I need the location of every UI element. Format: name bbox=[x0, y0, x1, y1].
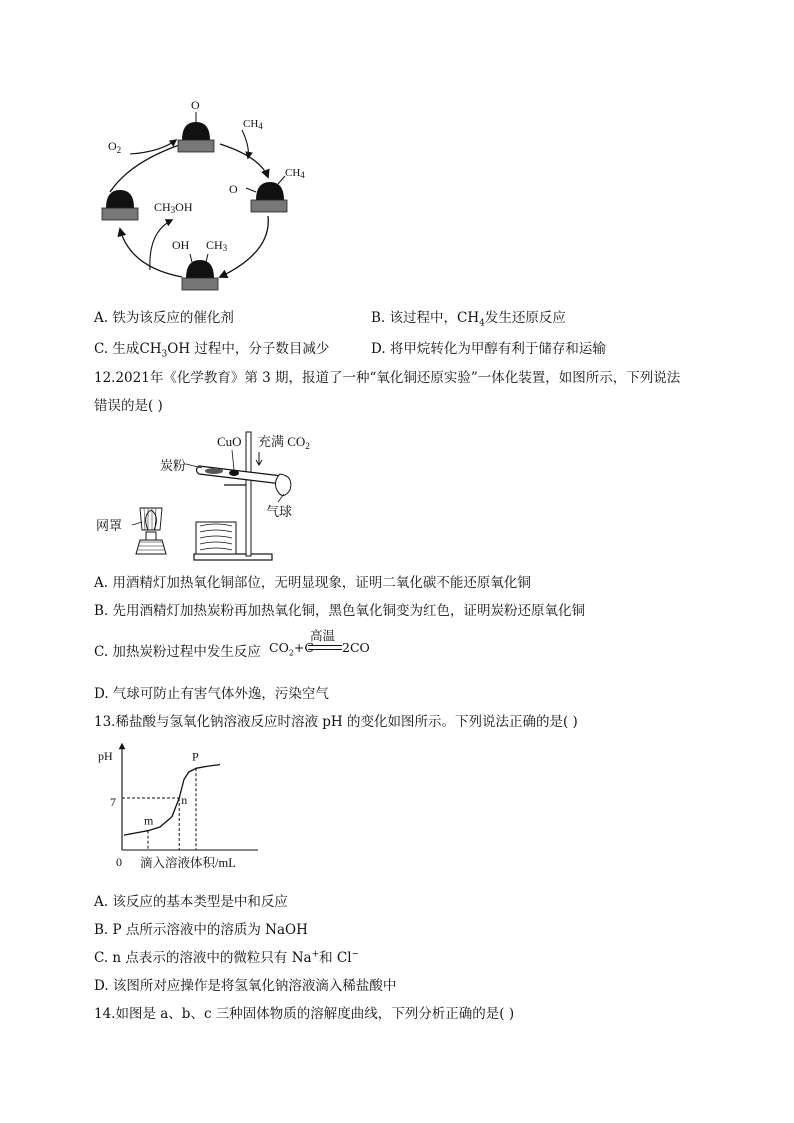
q12-stem-line2: 错误的是( ) bbox=[94, 398, 163, 414]
label-balloon: 气球 bbox=[266, 504, 293, 519]
q11-option-b-prefix: B. 该过程中， bbox=[371, 310, 458, 326]
label-ch4-in: CH4 bbox=[243, 118, 263, 131]
q12-option-c bbox=[94, 640, 261, 660]
eq-right: 2CO bbox=[342, 640, 370, 655]
point-label-p: P bbox=[192, 749, 199, 764]
cycle-arc-right-bottom bbox=[220, 216, 268, 277]
catalytic-cycle-diagram bbox=[90, 92, 330, 297]
q12-option-a: A. 用酒精灯加热氧化铜部位，无明显现象，证明二氧化碳不能还原氧化铜 bbox=[94, 575, 531, 591]
q11-option-b-formula: CH bbox=[457, 310, 480, 326]
q11-option-b bbox=[371, 306, 566, 329]
y-axis-label: pH bbox=[98, 749, 113, 763]
q11-option-c-formula-tail: OH bbox=[167, 341, 191, 357]
cuo-powder bbox=[229, 470, 239, 476]
origin-label: 0 bbox=[116, 855, 122, 869]
q12-stem-line1: 12.2021年《化学教育》第 3 期，报道了一种“氧化铜还原实验”一体化装置，如图所示，下列说法 bbox=[94, 370, 681, 386]
o2-arrow bbox=[130, 140, 176, 154]
point-label-n: n bbox=[181, 793, 188, 807]
q14-stem: 14.如图是 a、b、c 三种固体物质的溶解度曲线，下列分析正确的是( ) bbox=[94, 1006, 515, 1022]
q13-option-b: B. P 点所示溶液中的溶质为 NaOH bbox=[94, 922, 308, 938]
eq-line-bottom bbox=[308, 649, 342, 650]
q12-option-c-equation bbox=[267, 626, 387, 662]
label-oh-bottom: OH bbox=[172, 238, 190, 252]
cuo-label-line bbox=[232, 450, 234, 470]
eq-condition: 高温 bbox=[310, 628, 336, 643]
catalyst-bottom bbox=[182, 254, 218, 290]
q13-option-c bbox=[94, 946, 359, 966]
catalyst-top bbox=[178, 112, 214, 152]
catalyst-left bbox=[102, 190, 138, 220]
q12-option-c-prefix: C. 加热炭粉过程中发生反应 bbox=[94, 644, 261, 660]
q11-option-c-formula: CH bbox=[139, 341, 162, 357]
q11-option-c bbox=[94, 337, 329, 360]
q11-option-b-formula-sub: 4 bbox=[479, 318, 485, 329]
ph-curve bbox=[124, 765, 220, 836]
ch3oh-arrow bbox=[150, 220, 172, 270]
alcohol-lamp bbox=[136, 508, 166, 554]
label-carbon: 炭粉 bbox=[160, 458, 187, 473]
q11-option-a: A. 铁为该反应的催化剂 bbox=[94, 310, 234, 326]
mesh-cover bbox=[140, 508, 162, 530]
label-cuo: CuO bbox=[217, 434, 242, 449]
mesh-label-line bbox=[132, 522, 142, 525]
na-charge: + bbox=[311, 949, 320, 960]
point-label-m: m bbox=[144, 813, 154, 828]
label-o2-in: $O_2$ bbox=[108, 139, 122, 155]
stand-base bbox=[194, 554, 272, 560]
q11-option-c-prefix: C. 生成 bbox=[94, 341, 140, 357]
label-o-top: O bbox=[191, 98, 200, 112]
q11-option-d: D. 将甲烷转化为甲醇有利于储存和运输 bbox=[371, 341, 606, 357]
q13-stem: 13.稀盐酸与氢氧化钠溶液反应时溶液 pH 的变化如图所示。下列说法正确的是( ) bbox=[94, 714, 578, 730]
stand-rod bbox=[246, 432, 251, 556]
catalyst-right bbox=[246, 176, 287, 212]
x-axis-label: 滴入溶液体积/mL bbox=[140, 856, 236, 870]
q12-apparatus-diagram bbox=[94, 430, 334, 565]
q12-option-b: B. 先用酒精灯加热炭粉再加热氧化铜，黑色氧化铜变为红色，证明炭粉还原氧化铜 bbox=[94, 603, 586, 619]
q13-option-c-mid: 和 Cl bbox=[319, 950, 352, 966]
y-tick-label-7: 7 bbox=[110, 795, 116, 809]
q11-option-c-suffix: 过程中，分子数目减少 bbox=[194, 341, 330, 357]
ph-chart bbox=[96, 740, 266, 872]
label-ch3oh-out: CH3OH bbox=[154, 200, 193, 215]
q11-option-c-formula-sub: 3 bbox=[161, 349, 168, 360]
q11-option-b-suffix: 发生还原反应 bbox=[484, 310, 566, 326]
q13-option-c-prefix: C. n 点表示的溶液中的微粒只有 Na bbox=[94, 950, 312, 966]
label-ch4-right: CH4 bbox=[285, 167, 305, 180]
label-ch3-bottom: CH3 bbox=[206, 238, 228, 253]
cycle-arc-right-top bbox=[220, 144, 268, 177]
carbon-powder bbox=[205, 468, 223, 474]
cl-charge: − bbox=[351, 949, 360, 960]
wooden-block bbox=[196, 522, 236, 554]
eq-left: $CO_2+C$ bbox=[269, 640, 314, 658]
q13-option-a: A. 该反应的基本类型是中和反应 bbox=[94, 894, 288, 910]
label-o-right: O bbox=[229, 182, 238, 196]
balloon bbox=[276, 474, 291, 496]
q13-option-d: D. 该图所对应操作是将氢氧化钠溶液滴入稀盐酸中 bbox=[94, 978, 397, 994]
eq-line-top bbox=[308, 645, 342, 646]
label-co2: 充满 $CO_2$ bbox=[258, 434, 310, 451]
label-mesh: 网罩 bbox=[96, 518, 123, 533]
q12-option-d: D. 气球可防止有害气体外逸，污染空气 bbox=[94, 686, 329, 702]
